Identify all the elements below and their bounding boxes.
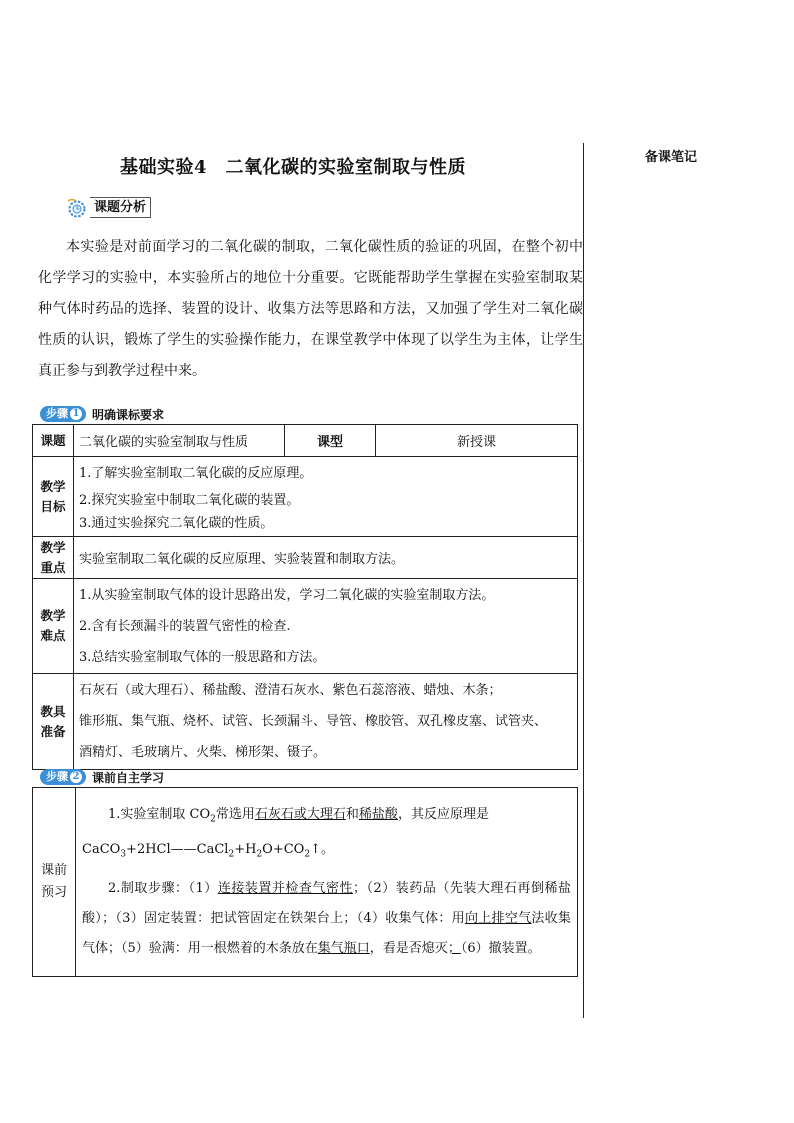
goals-list [74,457,578,537]
step2-header [40,769,164,785]
type-label: 课型 [285,425,376,457]
prep-item: 石灰石（或大理石）、稀盐酸、澄清石灰水、紫色石蕊溶液、蜡烛、木条； [79,683,502,698]
difficulty-item: 3.总结实验室制取气体的一般思路和方法。 [79,649,326,665]
type-value: 新授课 [376,425,578,457]
intro-paragraph [38,232,583,387]
analysis-badge-label: 课题分析 [90,197,151,218]
key-label: 教学重点 [33,537,74,579]
key-value: 实验室制取二氧化碳的反应原理、实验装置和制取方法。 [74,537,578,579]
answer-blank: 石灰石或大理石 [254,807,346,823]
preview-para-2: 2.制取步骤：（1）连接装置并检查气密性；（2）装药品（先装大理石再倒稀盐酸）；（3）固定装置：把试管固定在铁架台上；（4）收集气体：用向上排空气法收集气体；（5）验满：用一根燃着的木条放在集气瓶口，看是否熄灭；（6）撤装置。 [82,880,571,956]
preview-label: 课前预习 [33,788,76,977]
reaction-equation: $CaCO_3+2HCl——CaCl_2+H_2O+CO_2↑$。 [82,842,334,860]
step2-pill: 步骤 2 [40,769,86,785]
margin-divider [583,143,584,1018]
difficulty-item: 1.从实验室制取气体的设计思路出发，学习二氧化碳的实验室制取方法。 [79,587,495,603]
difficulty-list [74,579,578,674]
prep-item: 锥形瓶、集气瓶、烧杯、试管、长颈漏斗、导管、橡胶管、双孔橡皮塞、试管夹、 [79,714,548,729]
gear-clock-icon [66,197,90,218]
step2-label: 课前自主学习 [92,770,165,785]
topic-label: 课题 [33,425,74,457]
lesson-plan-table [32,424,578,770]
difficulty-item: 2.含有长颈漏斗的装置气密性的检查. [79,618,291,634]
step1-number: 1 [70,408,82,420]
intro-text: 本实验是对前面学习的二氧化碳的制取，二氧化碳性质的验证的巩固，在整个初中化学学习的实验中，本实验所占的地位十分重要。它既能帮助学生掌握在实验室制取某种气体时药品的选择、装置的设计、收集方法等思路和方法，又加强了学生对二氧化碳性质的认识，锻炼了学生的实验操作能力，在课堂教学中体现了以学生为主体，让学生真正参与到教学过程中来。 [38,239,583,379]
step1-header [40,406,164,422]
prep-label: 教具准备 [33,674,74,770]
goal-item: 3.通过实验探究二氧化碳的性质。 [79,515,274,531]
step1-label: 明确课标要求 [92,407,165,422]
goal-item: 2.探究实验室中制取二氧化碳的装置。 [79,492,300,508]
preview-para-1: 1.实验室制取 $CO_2$常选用石灰石或大理石和稀盐酸，其反应原理是 [108,807,489,825]
notes-column-title: 备课笔记 [645,150,698,165]
answer-blank: 连接装置并检查气密性 [217,880,353,896]
preview-content [76,788,578,977]
answer-blank: 稀盐酸 [358,807,398,823]
goal-item: 1.了解实验室制取二氧化碳的反应原理。 [79,465,313,481]
page-title: 基础实验4 二氧化碳的实验室制取与性质 [120,157,467,178]
preview-table [32,787,578,977]
prep-item: 酒精灯、毛玻璃片、火柴、梯形架、镊子。 [79,745,327,760]
answer-blank: 向上排空气 [464,910,532,926]
analysis-badge [66,197,151,218]
difficulty-label: 教学难点 [33,579,74,674]
topic-value: 二氧化碳的实验室制取与性质 [74,425,285,457]
answer-blank: 集气瓶口 [317,940,370,956]
step1-pill: 步骤 1 [40,406,86,422]
goals-label: 教学目标 [33,457,74,537]
answer-blank: ； [447,940,461,956]
step2-number: 2 [70,771,82,783]
prep-list [74,674,578,770]
